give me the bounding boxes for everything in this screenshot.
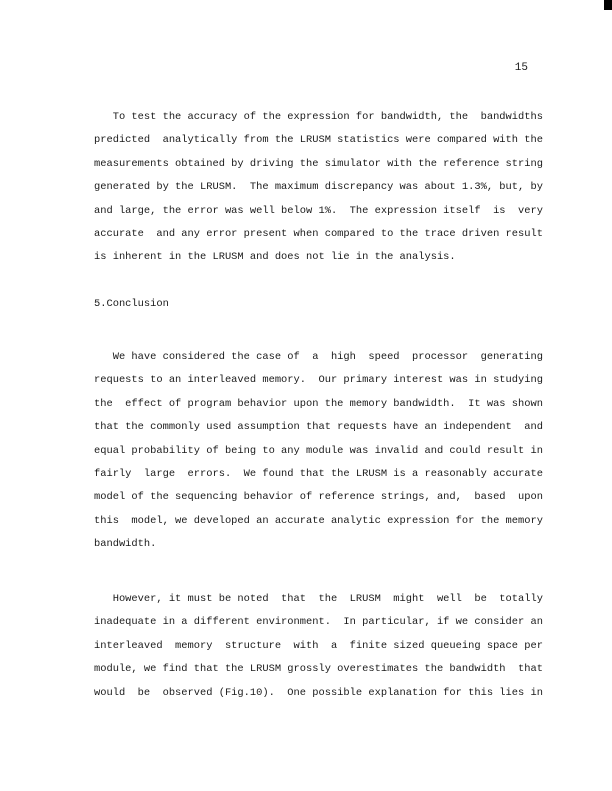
text-line: interleaved memory structure with a finite sized queueing space per <box>94 639 543 652</box>
text-line: and large, the error was well below 1%. The expression itself is very <box>94 204 543 217</box>
text-line: However, it must be noted that the LRUSM might well be totally <box>94 593 543 605</box>
text-line: accurate and any error present when compared to the trace driven result <box>94 227 543 240</box>
text-line: model of the sequencing behavior of reference strings, and, based upon <box>94 491 543 504</box>
paragraph-however <box>94 588 543 705</box>
scan-corner-mark <box>604 0 612 10</box>
text-line: equal probability of being to any module was invalid and could result in <box>94 444 543 457</box>
paragraph-conclusion <box>94 346 543 557</box>
page-number: 15 <box>514 62 528 74</box>
text-line: To test the accuracy of the expression for bandwidth, the bandwidths <box>94 111 543 123</box>
text-line: the effect of program behavior upon the memory bandwidth. It was shown <box>94 397 543 410</box>
text-line: bandwidth. <box>94 538 157 551</box>
paragraph-bandwidth-accuracy <box>94 106 543 270</box>
text-line: is inherent in the LRUSM and does not lie in the analysis. <box>94 251 456 264</box>
text-line: module, we find that the LRUSM grossly overestimates the bandwidth that <box>94 663 543 676</box>
text-line: fairly large errors. We found that the LRUSM is a reasonably accurate <box>94 467 543 480</box>
text-line: We have considered the case of a high speed processor generating <box>94 351 543 363</box>
text-line: requests to an interleaved memory. Our primary interest was in studying <box>94 374 543 387</box>
text-line: that the commonly used assumption that requests have an independent and <box>94 421 543 434</box>
text-line: this model, we developed an accurate analytic expression for the memory <box>94 514 543 527</box>
text-line: generated by the LRUSM. The maximum discrepancy was about 1.3%, but, by <box>94 181 543 194</box>
section-heading-conclusion: 5.Conclusion <box>94 298 169 310</box>
text-line: measurements obtained by driving the simulator with the reference string <box>94 157 543 170</box>
text-line: inadequate in a different environment. In particular, if we consider an <box>94 616 543 629</box>
text-line: predicted analytically from the LRUSM statistics were compared with the <box>94 134 543 147</box>
text-line: would be observed (Fig.10). One possible explanation for this lies in <box>94 686 543 699</box>
